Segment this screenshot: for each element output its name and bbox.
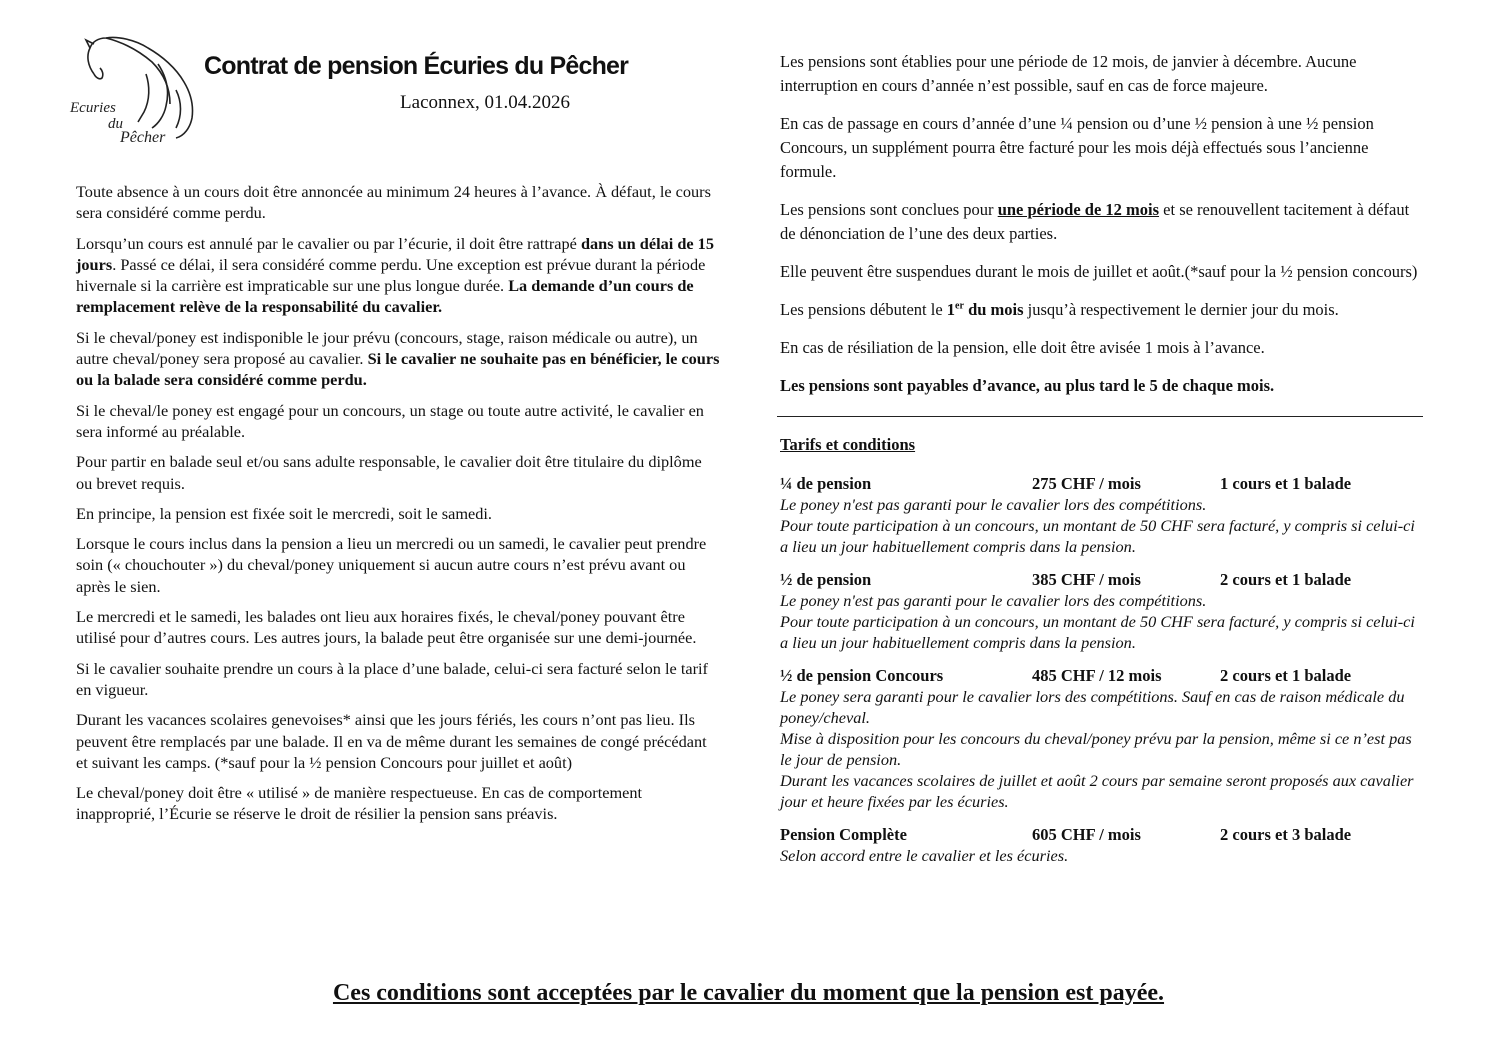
rule-upgrade: En cas de passage en cours d’année d’une ¼ pension ou d’une ½ pension à une ½ pension Concours, un supplément pourra être facturé pour les mois déjà effectués sous l’ancienne formule. xyxy=(780,114,1374,181)
rule-payment: Les pensions sont payables d’avance, au plus tard le 5 de chaque mois. xyxy=(780,376,1275,395)
logo-text-ecuries: Ecuries xyxy=(70,100,116,116)
rule-period: Les pensions sont établies pour une période de 12 mois, de janvier à décembre. Aucune interruption en cours d’année n’est possible, sauf en cas de force majeure. xyxy=(780,52,1357,95)
tariff-note: Pour toute participation à un concours, un montant de 50 CHF sera facturé, y compris si celui-ci a lieu un jour habituellement compris dans la pension. xyxy=(780,516,1415,556)
rule-holidays: Durant les vacances scolaires genevoises* ainsi que les jours fériés, les cours n’ont pas lieu. Ils peuvent être remplacés par une balade. Il en va de même durant les semaines de congé précédant et suivant les camps. (*sauf pour la ½ pension Concours pour juillet et août) xyxy=(76,710,707,772)
tariff-note: Le poney sera garanti pour le cavalier lors des compétitions. Sauf en cas de raison médicale du poney/cheval. xyxy=(780,687,1405,727)
document-title: Contrat de pension Écuries du Pêcher xyxy=(204,52,629,80)
rule-respect: Le cheval/poney doit être « utilisé » de manière respectueuse. En cas de comportement inapproprié, l’Écurie se réserve le droit de résilier la pension sans préavis. xyxy=(76,783,643,824)
divider xyxy=(777,416,1423,417)
tariff-row xyxy=(780,569,1424,590)
tariff-note: Pour toute participation à un concours, un montant de 50 CHF sera facturé, y compris si celui-ci a lieu un jour habituellement compris dans la pension. xyxy=(780,612,1415,652)
rule-grooming: Lorsque le cours inclus dans la pension a lieu un mercredi ou un samedi, le cavalier peut prendre soin (« chouchouter ») du cheval/poney uniquement si aucun autre cours n’est prévu avant ou après le sien. xyxy=(76,534,707,596)
tariff-content: 2 cours et 3 balade xyxy=(1220,825,1352,844)
right-column xyxy=(780,50,1424,878)
tarifs-title: Tarifs et conditions xyxy=(780,435,916,454)
rule-lesson-instead: Si le cavalier souhaite prendre un cours à la place d’une balade, celui-ci sera facturé selon le tarif en vigueur. xyxy=(76,658,708,699)
tariff-row xyxy=(780,473,1424,494)
tariff-item xyxy=(780,569,1424,653)
stable-logo xyxy=(66,30,202,146)
tariff-note: Le poney n'est pas garanti pour le cavalier lors des compétitions. xyxy=(780,495,1207,514)
tariff-note: Selon accord entre le cavalier et les écuries. xyxy=(780,846,1069,865)
tariff-price: 275 CHF / mois xyxy=(1032,474,1141,493)
tariff-name: ½ de pension Concours xyxy=(780,666,944,685)
tariff-price: 605 CHF / mois xyxy=(1032,825,1141,844)
rule-suspension: Elle peuvent être suspendues durant le mois de juillet et août.(*sauf pour la ½ pension concours) xyxy=(780,262,1418,281)
logo-text-du: du xyxy=(108,116,123,132)
tariff-row xyxy=(780,824,1424,845)
rule-cancellation: Lorsqu’un cours est annulé par le cavalier ou par l’écurie, il doit être rattrapé dans un délai de 15 jours. Passé ce délai, il sera considéré comme perdu. Une exception est prévue durant la période hivernale si la carrière est impraticable sur une plus longue durée. La demande d’un cours de remplacement relève de la responsabilité du cavalier. xyxy=(76,233,714,317)
left-column xyxy=(76,181,722,834)
tariff-content: 2 cours et 1 balade xyxy=(1220,570,1352,589)
tariff-note: Mise à disposition pour les concours du cheval/poney prévu par la pension, même si ce n’est pas le jour de pension. xyxy=(780,729,1412,769)
tariff-name: Pension Complète xyxy=(780,825,907,844)
rule-termination: En cas de résiliation de la pension, elle doit être avisée 1 mois à l’avance. xyxy=(780,338,1265,357)
footer-acceptance: Ces conditions sont acceptées par le cavalier du moment que la pension est payée. xyxy=(332,980,1165,1006)
tariff-content: 2 cours et 1 balade xyxy=(1220,666,1352,685)
tariff-price: 385 CHF / mois xyxy=(1032,570,1141,589)
tariff-item xyxy=(780,824,1424,866)
tariff-name: ½ de pension xyxy=(780,570,872,589)
tariff-item xyxy=(780,665,1424,812)
rule-competition: Si le cheval/le poney est engagé pour un concours, un stage ou toute autre activité, le cavalier en sera informé au préalable. xyxy=(76,400,704,441)
tariff-content: 1 cours et 1 balade xyxy=(1220,474,1352,493)
rule-ride-alone: Pour partir en balade seul et/ou sans adulte responsable, le cavalier doit être titulaire du diplôme ou brevet requis. xyxy=(76,452,702,493)
rule-pension-day: En principe, la pension est fixée soit le mercredi, soit le samedi. xyxy=(76,503,492,523)
rule-renewal: Les pensions sont conclues pour une période de 12 mois et se renouvellent tacitement à défaut de dénonciation de l’une des deux parties. xyxy=(780,200,1410,243)
horse-head-icon xyxy=(86,37,193,138)
place-date: Laconnex, 01.04.2026 xyxy=(400,92,570,113)
rule-unavailable-horse: Si le cheval/poney est indisponible le jour prévu (concours, stage, raison médicale ou autre), un autre cheval/poney sera proposé au cavalier. Si le cavalier ne souhaite pas en bénéficier, le cours ou la balade sera considéré comme perdu. xyxy=(76,327,720,390)
tariff-note: Le poney n'est pas garanti pour le cavalier lors des compétitions. xyxy=(780,591,1207,610)
rule-rides-schedule: Le mercredi et le samedi, les balades ont lieu aux horaires fixés, le cheval/poney pouvant être utilisé pour d’autres cours. Les autres jours, la balade peut être organisée sur une demi-journée. xyxy=(76,607,697,648)
tariff-item xyxy=(780,473,1424,557)
tariff-price: 485 CHF / 12 mois xyxy=(1032,666,1162,685)
tariff-note: Durant les vacances scolaires de juillet et août 2 cours par semaine seront proposés aux cavalier jour et heure fixées par les écuries. xyxy=(780,771,1414,811)
rule-start: Les pensions débutent le 1er du mois jusqu’à respectivement le dernier jour du mois. xyxy=(780,300,1339,319)
rule-absence: Toute absence à un cours doit être annoncée au minimum 24 heures à l’avance. À défaut, le cours sera considéré comme perdu. xyxy=(76,182,711,223)
tariff-name: ¼ de pension xyxy=(780,474,872,493)
tariff-row xyxy=(780,665,1424,686)
logo-text-pecher: Pêcher xyxy=(120,129,166,146)
tarifs-list xyxy=(780,473,1424,866)
